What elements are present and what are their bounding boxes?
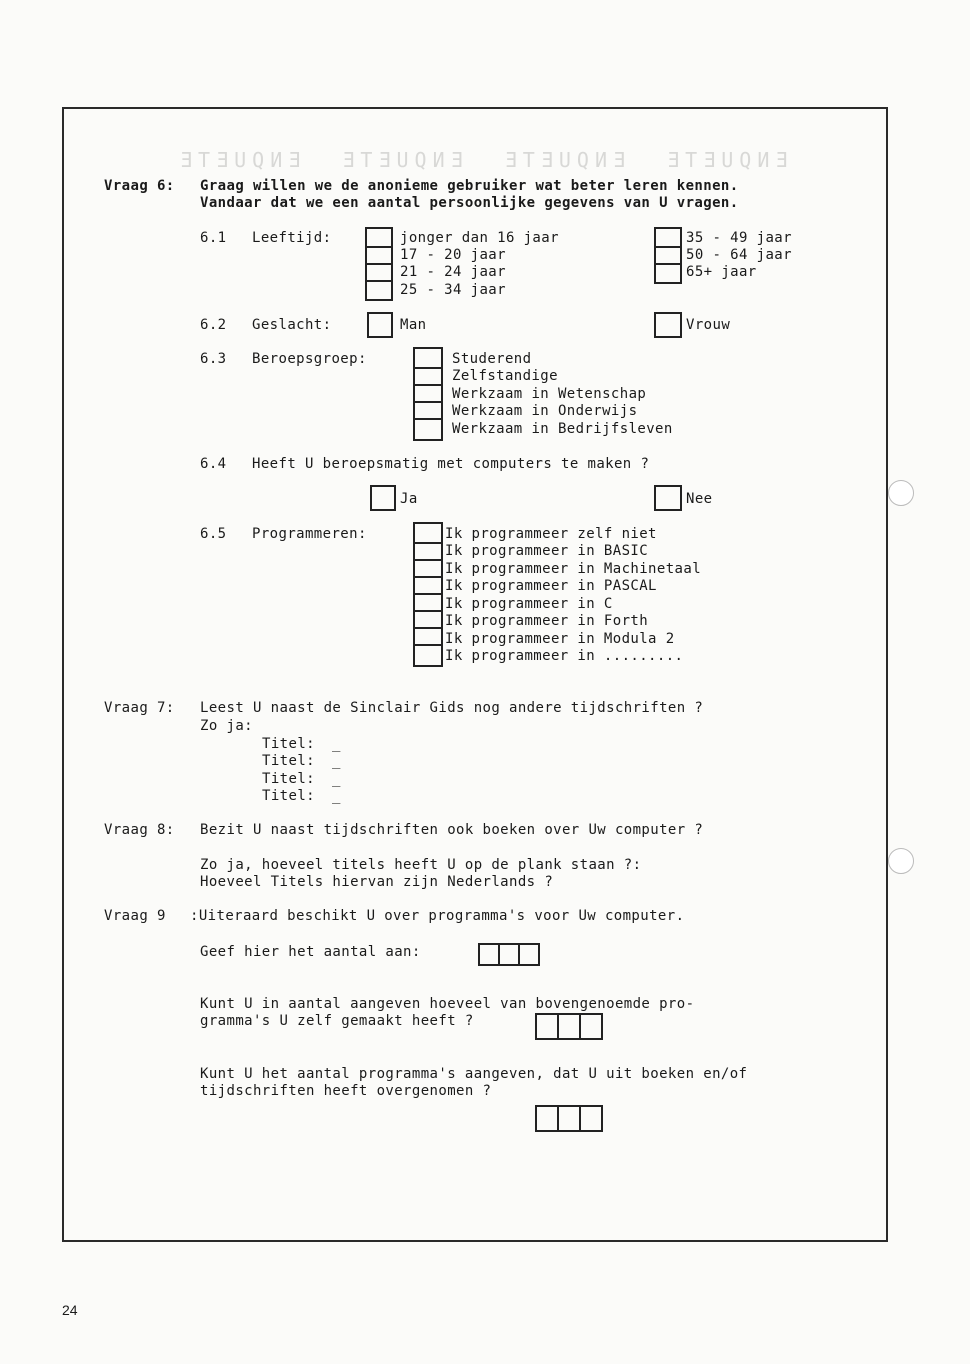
digit-box[interactable] [518,943,540,966]
age-option: 21 - 24 jaar [400,264,506,280]
digit-box[interactable] [557,1013,581,1040]
programming-option: Ik programmeer in C [445,596,613,612]
profession-option: Werkzaam in Bedrijfsleven [452,421,673,437]
checkbox-age-25-34[interactable] [365,280,393,301]
q9-question: :Uiteraard beschikt U over programma's voor Uw computer. [190,908,685,924]
gender-man-label: Man [400,317,427,333]
digit-box[interactable] [535,1013,559,1040]
q6-2-label: Geslacht: [252,317,332,333]
punch-hole-top [888,480,914,506]
programming-option: Ik programmeer zelf niet [445,526,657,542]
punch-hole-bottom [888,848,914,874]
programming-option: Ik programmeer in Machinetaal [445,561,702,577]
title-input[interactable]: _ [332,736,341,752]
q6-2-number: 6.2 [200,317,227,333]
checkbox-studerend[interactable] [413,347,443,369]
gender-vrouw-label: Vrouw [686,317,731,333]
checkbox-ja[interactable] [370,485,396,511]
checkbox-bedrijfsleven[interactable] [413,418,443,441]
q9-books-line1: Kunt U het aantal programma's aangeven, dat U uit boeken en/of [200,1066,748,1082]
q8-label: Vraag 8: [104,822,175,838]
q9-self-made-line1: Kunt U in aantal aangeven hoeveel van bovengenoemde pro- [200,996,695,1012]
page-number: 24 [62,1302,78,1318]
title-field-label: Titel: [262,771,315,787]
q6-4-question: Heeft U beroepsmatig met computers te maken ? [252,456,650,472]
digit-box[interactable] [535,1105,559,1132]
q9-self-made-line2: gramma's U zelf gemaakt heeft ? [200,1013,474,1029]
q8-question: Bezit U naast tijdschriften ook boeken over Uw computer ? [200,822,704,838]
title-field-label: Titel: [262,736,315,752]
q8-line2: Zo ja, hoeveel titels heeft U op de plank staan ?: [200,857,642,873]
age-option: 50 - 64 jaar [686,247,792,263]
q6-3-number: 6.3 [200,351,227,367]
checkbox-nee[interactable] [654,485,682,511]
q6-3-label: Beroepsgroep: [252,351,367,367]
q9-label: Vraag 9 [104,908,166,924]
q7-zo-ja: Zo ja: [200,718,253,734]
checkbox-prog-other[interactable] [413,644,443,667]
programming-option: Ik programmeer in Forth [445,613,649,629]
title-input[interactable]: _ [332,771,341,787]
age-option: 35 - 49 jaar [686,230,792,246]
q7-label: Vraag 7: [104,700,175,716]
q6-intro-line2: Vandaar dat we een aantal persoonlijke gegevens van U vragen. [200,195,739,211]
profession-option: Studerend [452,351,532,367]
programming-option: Ik programmeer in Modula 2 [445,631,675,647]
q6-5-number: 6.5 [200,526,227,542]
digit-box[interactable] [579,1105,603,1132]
q6-5-label: Programmeren: [252,526,367,542]
show-through-text: ƎTƎUQИƎ ƎTƎUQИƎ ƎTƎUQИƎ ƎTƎUQИƎ [180,148,794,172]
q6-label: Vraag 6: [104,178,175,194]
profession-option: Werkzaam in Wetenschap [452,386,647,402]
q6-4-number: 6.4 [200,456,227,472]
nee-label: Nee [686,491,713,507]
programming-option: Ik programmeer in PASCAL [445,578,657,594]
profession-option: Werkzaam in Onderwijs [452,403,638,419]
checkbox-prog-none[interactable] [413,522,443,544]
q9-books-line2: tijdschriften heeft overgenomen ? [200,1083,492,1099]
title-input[interactable]: _ [332,753,341,769]
digit-box[interactable] [498,943,520,966]
age-option: 65+ jaar [686,264,757,280]
q6-1-number: 6.1 [200,230,227,246]
title-field-label: Titel: [262,788,315,804]
age-option: 17 - 20 jaar [400,247,506,263]
checkbox-age-under-16[interactable] [365,227,393,248]
title-field-label: Titel: [262,753,315,769]
q8-line3: Hoeveel Titels hiervan zijn Nederlands ? [200,874,554,890]
programming-option: Ik programmeer in BASIC [445,543,649,559]
q6-1-label: Leeftijd: [252,230,332,246]
q6-intro-line1: Graag willen we de anonieme gebruiker wat beter leren kennen. [200,178,739,194]
q7-question: Leest U naast de Sinclair Gids nog andere tijdschriften ? [200,700,704,716]
digit-box[interactable] [557,1105,581,1132]
checkbox-age-65-plus[interactable] [654,263,682,284]
age-option: jonger dan 16 jaar [400,230,559,246]
q9-count-prompt: Geef hier het aantal aan: [200,944,421,960]
checkbox-vrouw[interactable] [654,312,682,338]
title-input[interactable]: _ [332,788,341,804]
age-option: 25 - 34 jaar [400,282,506,298]
digit-box[interactable] [478,943,500,966]
ja-label: Ja [400,491,418,507]
profession-option: Zelfstandige [452,368,558,384]
digit-box[interactable] [579,1013,603,1040]
checkbox-man[interactable] [367,312,393,338]
checkbox-age-35-49[interactable] [654,227,682,248]
programming-option: Ik programmeer in ......... [445,648,684,664]
